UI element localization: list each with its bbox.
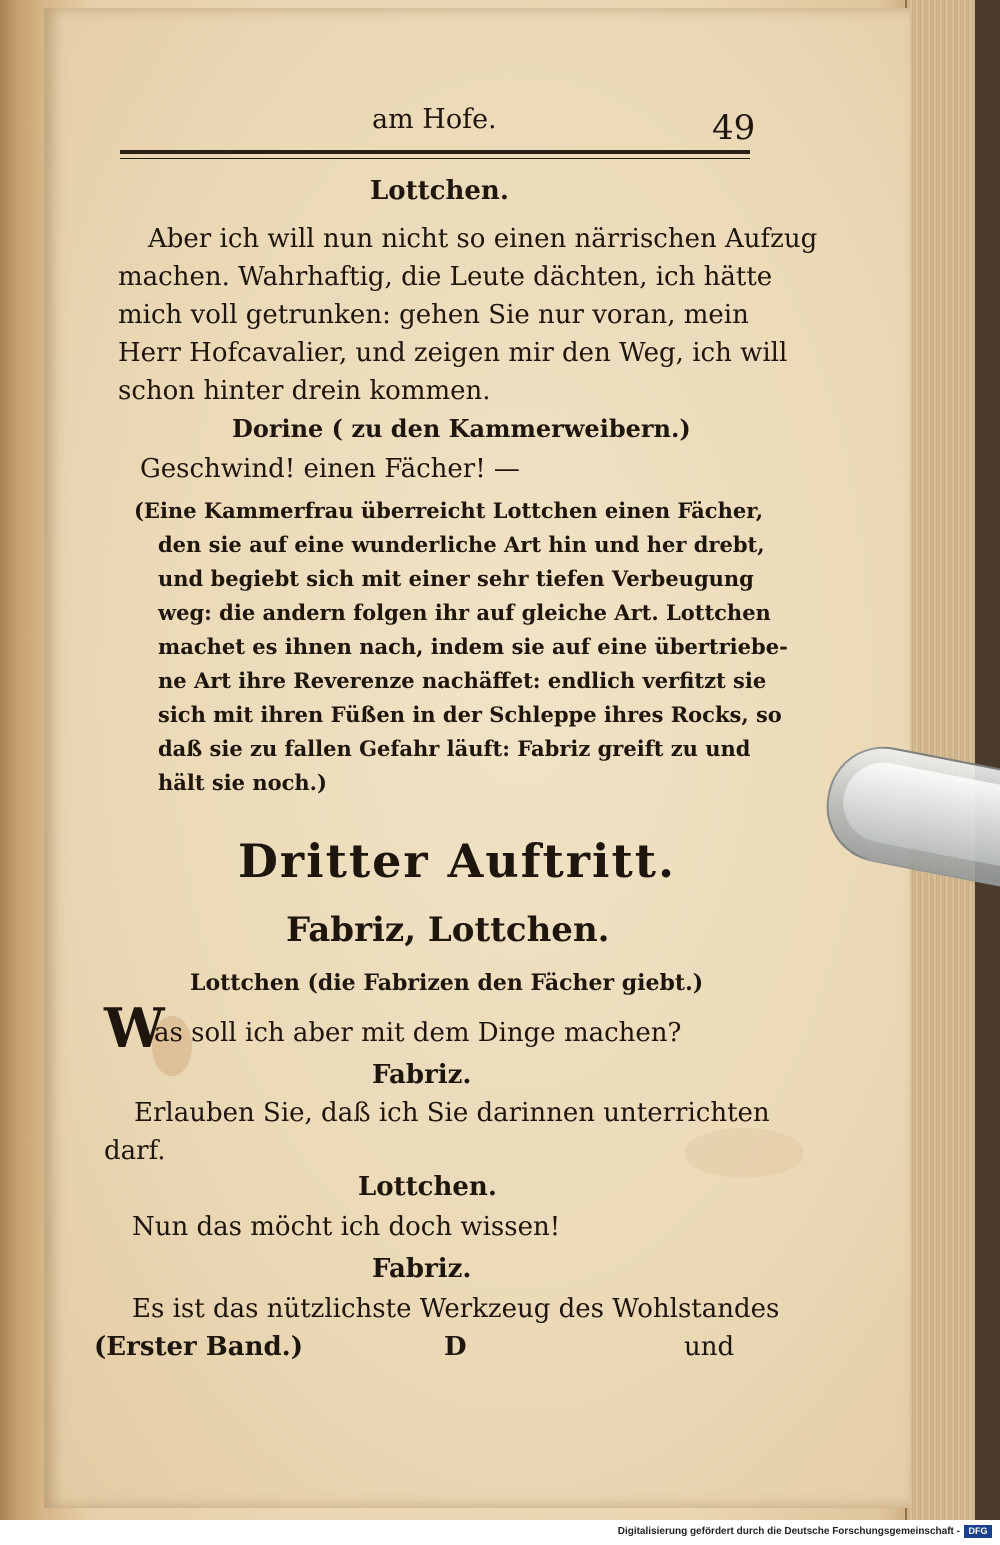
dialogue-paragraph bbox=[118, 220, 818, 410]
text-line: und begiebt sich mit einer sehr tiefen Verbeugung bbox=[158, 566, 754, 591]
dfg-logo: DFG bbox=[964, 1525, 992, 1538]
funding-credit: Digitalisierung gefördert durch die Deutsche Forschungsgemeinschaft - bbox=[617, 1526, 960, 1537]
page-clip-highlight bbox=[836, 756, 1000, 867]
volume-label: (Erster Band.) bbox=[94, 1332, 304, 1362]
running-title: am Hofe. bbox=[372, 104, 497, 135]
dialogue-line: as soll ich aber mit dem Dinge machen? bbox=[154, 1018, 682, 1048]
text-line: (Eine Kammerfrau überreicht Lottchen einen Fächer, bbox=[134, 498, 764, 523]
text-line: Erlauben Sie, daß ich Sie darinnen unterrichten bbox=[134, 1098, 770, 1128]
text-line: schon hinter drein kommen. bbox=[118, 376, 491, 406]
book-edge-shadow bbox=[975, 0, 1000, 1520]
text-line: machet es ihnen nach, indem sie auf eine übertriebe- bbox=[158, 634, 788, 659]
text-line: Aber ich will nun nicht so einen närrischen Aufzug bbox=[148, 224, 818, 254]
dialogue-line: Geschwind! einen Fächer! — bbox=[140, 454, 520, 484]
facing-page-edge bbox=[0, 0, 48, 1520]
speaker-lottchen: Lottchen (die Fabrizen den Fächer giebt.) bbox=[190, 970, 704, 996]
dialogue-paragraph bbox=[104, 1094, 770, 1170]
text-line: darf. bbox=[104, 1136, 166, 1166]
dialogue-line: Nun das möcht ich doch wissen! bbox=[132, 1212, 561, 1242]
text-line: hält sie noch.) bbox=[158, 770, 327, 795]
stage-direction bbox=[134, 494, 788, 800]
dialogue-line: Es ist das nützlichste Werkzeug des Wohlstandes bbox=[132, 1294, 780, 1324]
catchword: und bbox=[684, 1332, 735, 1362]
text-line: machen. Wahrhaftig, die Leute dächten, ich hätte bbox=[118, 262, 773, 292]
speaker-fabriz: Fabriz. bbox=[372, 1060, 472, 1090]
text-line: sich mit ihren Füßen in der Schleppe ihres Rocks, so bbox=[158, 702, 782, 727]
scene-heading: Dritter Auftritt. bbox=[238, 834, 677, 888]
text-line: ne Art ihre Reverenze nachäffet: endlich verfitzt sie bbox=[158, 668, 767, 693]
header-rule bbox=[120, 150, 750, 154]
page-number: 49 bbox=[712, 108, 756, 148]
scene-persons: Fabriz, Lottchen. bbox=[286, 910, 610, 950]
speaker-lottchen: Lottchen. bbox=[370, 176, 509, 206]
signature-mark: D bbox=[444, 1332, 467, 1362]
speaker-fabriz: Fabriz. bbox=[372, 1254, 472, 1284]
speaker-lottchen: Lottchen. bbox=[358, 1172, 497, 1202]
text-line: weg: die andern folgen ihr auf gleiche Art. Lottchen bbox=[158, 600, 771, 625]
text-line: den sie auf eine wunderliche Art hin und her drebt, bbox=[158, 532, 765, 557]
header-rule-thin bbox=[120, 158, 750, 159]
text-line: mich voll getrunken: gehen Sie nur voran, mein bbox=[118, 300, 749, 330]
text-line: daß sie zu fallen Gefahr läuft: Fabriz greift zu und bbox=[158, 736, 751, 761]
text-line: Herr Hofcavalier, und zeigen mir den Weg, ich will bbox=[118, 338, 788, 368]
drop-capital: W bbox=[104, 996, 165, 1060]
speaker-dorine: Dorine ( zu den Kammerweibern.) bbox=[232, 414, 691, 443]
